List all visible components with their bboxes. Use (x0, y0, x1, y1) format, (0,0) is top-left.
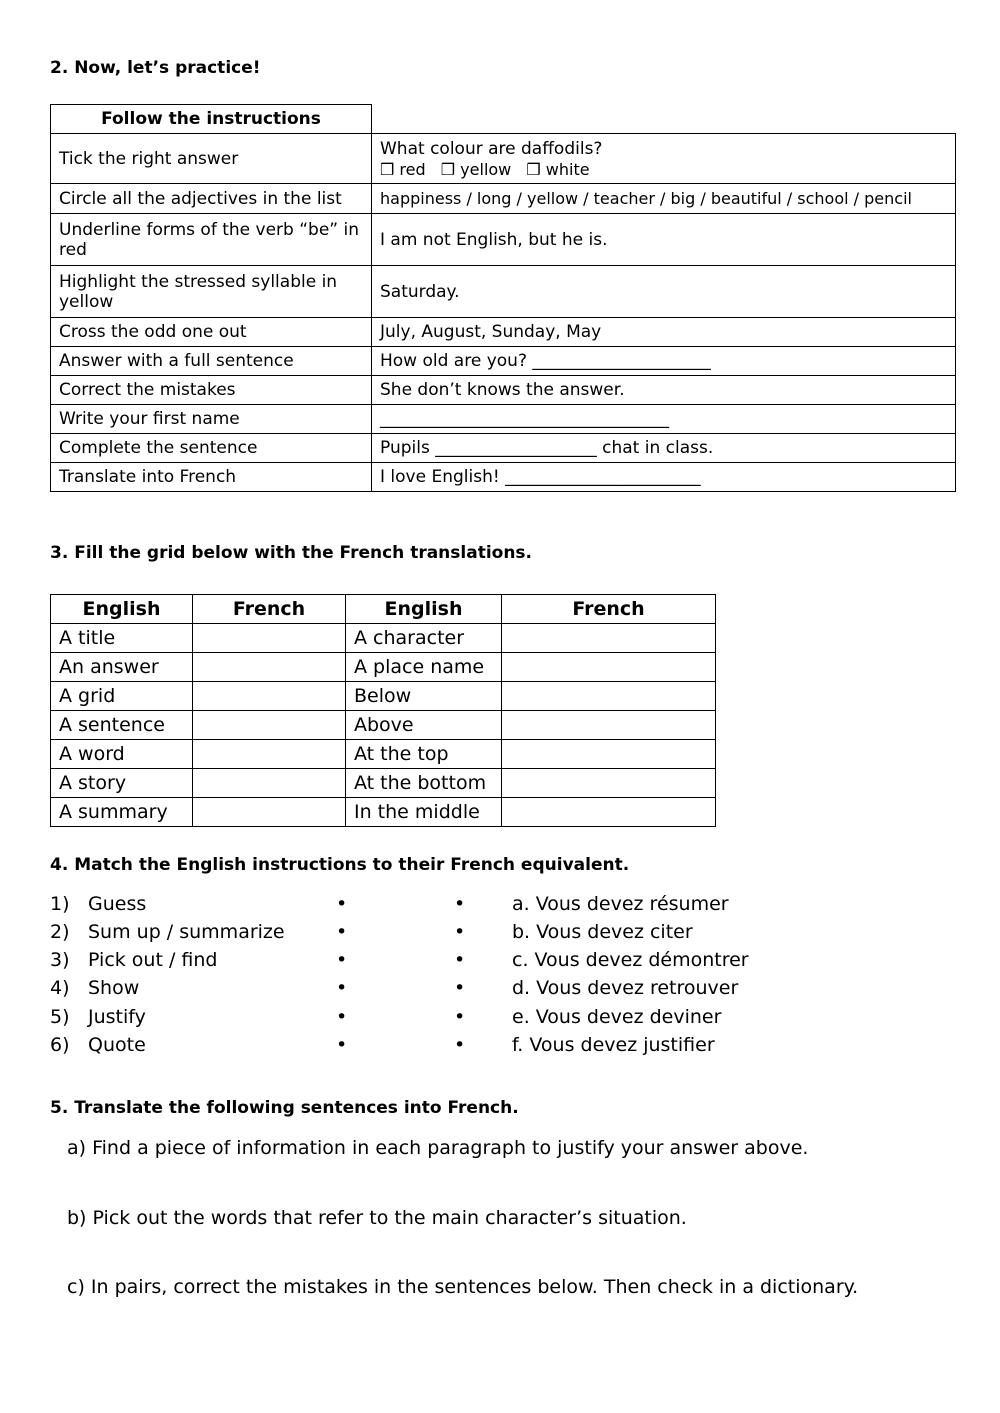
instruction-cell: Highlight the stressed syllable in yellow (51, 266, 372, 318)
grid-cell-english: A title (51, 624, 193, 653)
match-dot-left[interactable]: • (336, 949, 348, 971)
match-item (50, 977, 810, 1005)
french-equivalent: e. Vous devez deviner (512, 1006, 722, 1028)
match-dot-right[interactable]: • (454, 949, 466, 971)
instruction-cell: Correct the mistakes (51, 376, 372, 405)
match-dot-left[interactable]: • (336, 893, 348, 915)
table-row (51, 463, 956, 492)
match-dot-left[interactable]: • (336, 977, 348, 999)
french-equivalent: c. Vous devez démontrer (512, 949, 749, 971)
grid-cell-french[interactable] (502, 682, 716, 711)
sentence-c: c) In pairs, correct the mistakes in the sentences below. Then check in a dictionary. (67, 1276, 859, 1298)
table-row (51, 318, 956, 347)
english-instruction: Sum up / summarize (88, 921, 285, 943)
match-item (50, 893, 810, 921)
grid-cell-english: An answer (51, 653, 193, 682)
grid-header-row (51, 595, 716, 624)
table-row (51, 134, 956, 184)
instruction-cell: Complete the sentence (51, 434, 372, 463)
english-instruction: Justify (88, 1006, 146, 1028)
grid-cell-french[interactable] (502, 624, 716, 653)
grid-row (51, 711, 716, 740)
task-cell: I am not English, but he is. (372, 214, 956, 266)
french-equivalent: b. Vous devez citer (512, 921, 693, 943)
english-instruction: Guess (88, 893, 147, 915)
section3-heading: 3. Fill the grid below with the French translations. (50, 543, 533, 563)
grid-cell-french[interactable] (502, 769, 716, 798)
match-dot-left[interactable]: • (336, 1006, 348, 1028)
french-equivalent: d. Vous devez retrouver (512, 977, 739, 999)
grid-cell-french[interactable] (193, 624, 346, 653)
instruction-cell: Underline forms of the verb “be” in red (51, 214, 372, 266)
match-dot-left[interactable]: • (336, 1034, 348, 1056)
match-dot-right[interactable]: • (454, 1034, 466, 1056)
grid-cell-english: A summary (51, 798, 193, 827)
grid-cell-french[interactable] (502, 711, 716, 740)
instructions-table (50, 104, 956, 492)
instruction-cell: Write your first name (51, 405, 372, 434)
grid-cell-french[interactable] (193, 769, 346, 798)
translation-grid (50, 594, 716, 827)
instruction-cell: Tick the right answer (51, 134, 372, 184)
grid-header: French (502, 595, 716, 624)
item-number: 2) (50, 921, 70, 943)
grid-row (51, 682, 716, 711)
section2-heading: 2. Now, let’s practice! (50, 58, 261, 78)
french-equivalent: f. Vous devez justifier (512, 1034, 715, 1056)
item-number: 3) (50, 949, 70, 971)
grid-cell-french[interactable] (502, 740, 716, 769)
match-dot-right[interactable]: • (454, 977, 466, 999)
match-dot-right[interactable]: • (454, 1006, 466, 1028)
grid-cell-french[interactable] (193, 711, 346, 740)
match-item (50, 921, 810, 949)
grid-cell-english: In the middle (346, 798, 502, 827)
task-cell: She don’t knows the answer. (372, 376, 956, 405)
sentence-a: a) Find a piece of information in each paragraph to justify your answer above. (67, 1137, 809, 1159)
grid-cell-french[interactable] (193, 653, 346, 682)
match-item (50, 949, 810, 977)
grid-cell-english: At the bottom (346, 769, 502, 798)
grid-cell-french[interactable] (193, 740, 346, 769)
grid-header: English (51, 595, 193, 624)
task-cell: happiness / long / yellow / teacher / big / beautiful / school / pencil (372, 184, 956, 214)
task-cell: How old are you? _____________________ (372, 347, 956, 376)
grid-cell-english: A place name (346, 653, 502, 682)
table-row (51, 434, 956, 463)
task-cell: Saturday. (372, 266, 956, 318)
table-row (51, 184, 956, 214)
french-equivalent: a. Vous devez résumer (512, 893, 729, 915)
grid-cell-french[interactable] (502, 653, 716, 682)
grid-cell-english: A character (346, 624, 502, 653)
task-cell: I love English! _______________________ (372, 463, 956, 492)
task-cell: __________________________________ (372, 405, 956, 434)
match-item (50, 1006, 810, 1034)
grid-row (51, 740, 716, 769)
instruction-cell: Cross the odd one out (51, 318, 372, 347)
table-row (51, 405, 956, 434)
section5-heading: 5. Translate the following sentences into French. (50, 1098, 519, 1118)
grid-cell-english: At the top (346, 740, 502, 769)
grid-header: English (346, 595, 502, 624)
match-dot-right[interactable]: • (454, 893, 466, 915)
table-row (51, 376, 956, 405)
grid-cell-french[interactable] (502, 798, 716, 827)
grid-row (51, 653, 716, 682)
item-number: 1) (50, 893, 70, 915)
table-row (51, 347, 956, 376)
match-dot-left[interactable]: • (336, 921, 348, 943)
grid-cell-english: Below (346, 682, 502, 711)
task-text: What colour are daffodils? (380, 138, 603, 159)
instruction-cell: Circle all the adjectives in the list (51, 184, 372, 214)
task-cell (372, 134, 956, 184)
grid-cell-english: A word (51, 740, 193, 769)
task-cell: Pupils ___________________ chat in class. (372, 434, 956, 463)
grid-cell-french[interactable] (193, 682, 346, 711)
instruction-cell: Answer with a full sentence (51, 347, 372, 376)
match-item (50, 1034, 810, 1062)
item-number: 5) (50, 1006, 70, 1028)
item-number: 4) (50, 977, 70, 999)
table-header: Follow the instructions (51, 105, 372, 134)
grid-cell-english: A grid (51, 682, 193, 711)
grid-cell-english: A story (51, 769, 193, 798)
checkbox-yellow[interactable]: ❒ yellow (440, 159, 512, 179)
english-instruction: Quote (88, 1034, 146, 1056)
section4-heading: 4. Match the English instructions to their French equivalent. (50, 855, 630, 875)
table-row (51, 214, 956, 266)
grid-header: French (193, 595, 346, 624)
grid-cell-english: Above (346, 711, 502, 740)
grid-cell-french[interactable] (193, 798, 346, 827)
grid-row (51, 769, 716, 798)
checkbox-white[interactable]: ❒ white (526, 159, 590, 179)
grid-row (51, 624, 716, 653)
task-cell: July, August, Sunday, May (372, 318, 956, 347)
english-instruction: Pick out / find (88, 949, 218, 971)
grid-cell-english: A sentence (51, 711, 193, 740)
item-number: 6) (50, 1034, 70, 1056)
english-instruction: Show (88, 977, 140, 999)
sentence-b: b) Pick out the words that refer to the main character’s situation. (67, 1207, 687, 1229)
match-dot-right[interactable]: • (454, 921, 466, 943)
table-row (51, 266, 956, 318)
checkbox-red[interactable]: ❒ red (380, 159, 426, 179)
grid-row (51, 798, 716, 827)
instruction-cell: Translate into French (51, 463, 372, 492)
